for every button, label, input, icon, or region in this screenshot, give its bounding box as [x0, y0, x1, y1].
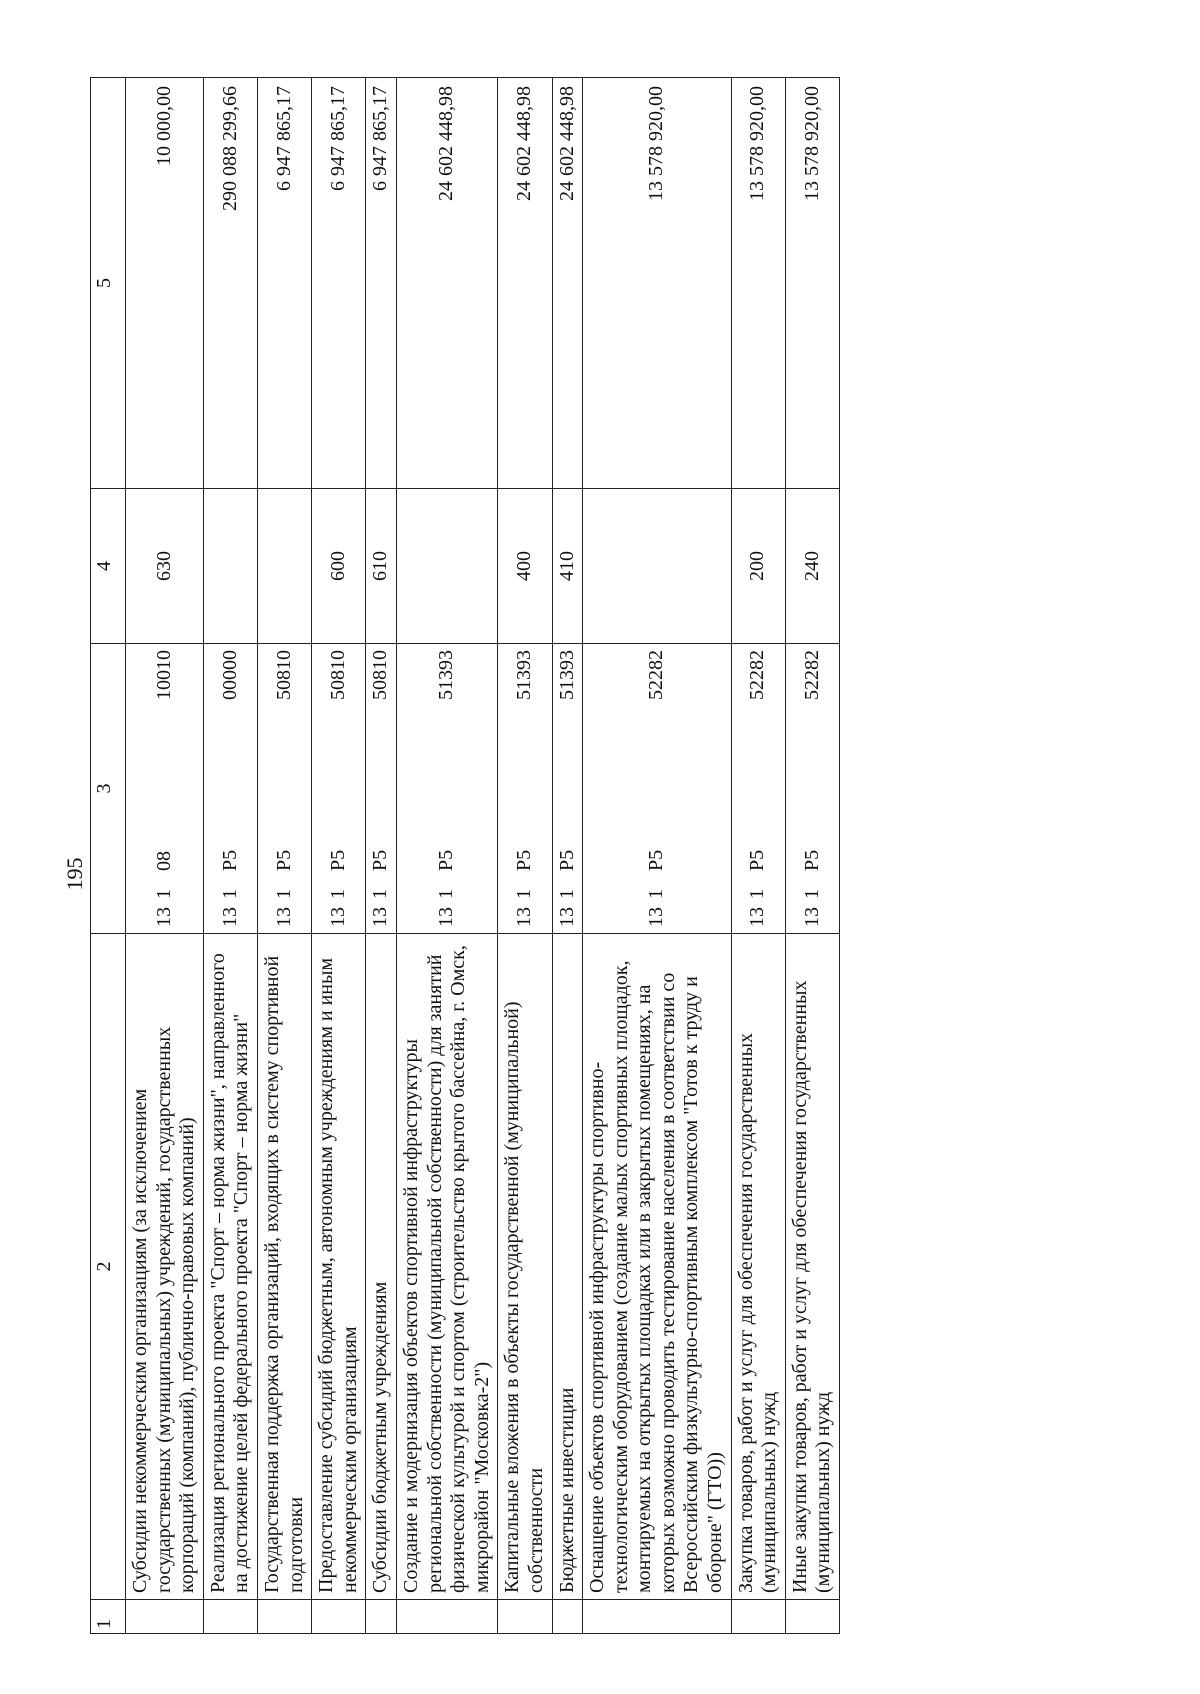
row-description: Реализация регионального проекта "Спорт – норма жизни", направленного на достижение целей федерального проекта "Спорт – норма жизни" [203, 934, 257, 1600]
row-number-cell [203, 1600, 257, 1634]
row-amount: 6 947 865,17 [257, 78, 311, 489]
row-number-cell [552, 1600, 583, 1634]
table-row [731, 78, 785, 1634]
code-part-b: 1 [326, 889, 349, 899]
table-row [583, 78, 732, 1634]
code-part-a: 13 [326, 907, 349, 927]
code-part-b: 1 [435, 889, 458, 899]
code-part-d: 10010 [152, 650, 175, 700]
header-col-5: 5 [91, 78, 126, 489]
row-amount: 24 602 448,98 [552, 78, 583, 489]
code-part-d: 52282 [645, 650, 668, 700]
row-code [257, 644, 311, 934]
code-part-c: Р5 [218, 849, 241, 871]
code-part-d: 51393 [555, 650, 578, 700]
row-code [583, 644, 732, 934]
table-row [366, 78, 397, 1634]
code-part-a: 13 [435, 907, 458, 927]
code-part-c: Р5 [435, 849, 458, 871]
row-expense-type: 600 [312, 489, 366, 644]
row-number-cell [498, 1600, 552, 1634]
table-row [498, 78, 552, 1634]
code-part-a: 13 [746, 907, 769, 927]
row-code [785, 644, 839, 934]
row-expense-type: 410 [552, 489, 583, 644]
row-amount: 6 947 865,17 [312, 78, 366, 489]
code-part-a: 13 [555, 907, 578, 927]
row-description: Субсидии некоммерческим организациям (за исключением государственных (муниципальных) учреждений, государственных корпораций (компаний), публично-правовых компаний) [126, 934, 204, 1600]
table-row [396, 78, 497, 1634]
row-amount: 24 602 448,98 [498, 78, 552, 489]
code-part-d: 52282 [800, 650, 823, 700]
row-number-cell [366, 1600, 397, 1634]
row-number-cell [126, 1600, 204, 1634]
row-number-cell [785, 1600, 839, 1634]
code-part-a: 13 [369, 907, 392, 927]
row-expense-type [203, 489, 257, 644]
code-part-d: 00000 [218, 650, 241, 700]
row-amount: 13 578 920,00 [583, 78, 732, 489]
code-part-b: 1 [645, 889, 668, 899]
row-amount: 13 578 920,00 [785, 78, 839, 489]
code-part-c: Р5 [555, 849, 578, 871]
code-part-c: Р5 [272, 849, 295, 871]
code-part-c: Р5 [326, 849, 349, 871]
code-part-d: 51393 [435, 650, 458, 700]
table-row [203, 78, 257, 1634]
code-part-b: 1 [800, 889, 823, 899]
row-description: Государственная поддержка организаций, входящих в систему спортивной подготовки [257, 934, 311, 1600]
row-amount: 290 088 299,66 [203, 78, 257, 489]
row-expense-type: 240 [785, 489, 839, 644]
code-part-a: 13 [272, 907, 295, 927]
row-code [396, 644, 497, 934]
code-part-c: Р5 [369, 849, 392, 871]
table-body [126, 78, 840, 1634]
code-part-c: Р5 [800, 849, 823, 871]
row-description: Бюджетные инвестиции [552, 934, 583, 1600]
table-row [552, 78, 583, 1634]
row-description: Закупка товаров, работ и услуг для обеспечения государственных (муниципальных) нужд [731, 934, 785, 1600]
table-header [91, 78, 126, 1634]
code-part-d: 50810 [272, 650, 295, 700]
header-col-3: 3 [91, 644, 126, 934]
row-code [552, 644, 583, 934]
header-col-2: 2 [91, 934, 126, 1600]
code-part-a: 13 [218, 907, 241, 927]
code-part-b: 1 [513, 889, 536, 899]
header-col-4: 4 [91, 489, 126, 644]
code-part-c: 08 [152, 851, 175, 871]
page-number: 195 [62, 857, 87, 891]
row-expense-type: 400 [498, 489, 552, 644]
table-row [312, 78, 366, 1634]
row-amount: 13 578 920,00 [731, 78, 785, 489]
code-part-b: 1 [746, 889, 769, 899]
code-part-d: 50810 [326, 650, 349, 700]
row-expense-type [396, 489, 497, 644]
row-description: Предоставление субсидий бюджетным, автономным учреждениям и иным некоммерческим организациям [312, 934, 366, 1600]
code-part-c: Р5 [645, 849, 668, 871]
budget-table [90, 77, 840, 1634]
code-part-b: 1 [152, 889, 175, 899]
row-amount: 10 000,00 [126, 78, 204, 489]
code-part-a: 13 [645, 907, 668, 927]
code-part-d: 52282 [746, 650, 769, 700]
row-description: Субсидии бюджетным учреждениям [366, 934, 397, 1600]
code-part-a: 13 [800, 907, 823, 927]
row-code [366, 644, 397, 934]
table-row [257, 78, 311, 1634]
row-number-cell [731, 1600, 785, 1634]
row-number-cell [257, 1600, 311, 1634]
row-code [731, 644, 785, 934]
table-row [126, 78, 204, 1634]
code-part-c: Р5 [746, 849, 769, 871]
row-number-cell [583, 1600, 732, 1634]
header-row [91, 78, 126, 1634]
row-expense-type: 610 [366, 489, 397, 644]
row-description: Капитальные вложения в объекты государственной (муниципальной) собственности [498, 934, 552, 1600]
row-description: Иные закупки товаров, работ и услуг для обеспечения государственных (муниципальных) нужд [785, 934, 839, 1600]
row-description: Оснащение объектов спортивной инфраструктуры спортивно-технологическим оборудованием (создание малых спортивных площадок, монтируемых на открытых площадках или в закрытых помещениях, на которых возможно проводить тестирование населения в соответствии со Всероссийским физкультурно-спортивным комплексом "Готов к труду и обороне" (ГТО)) [583, 934, 732, 1600]
table-row [785, 78, 839, 1634]
row-expense-type [257, 489, 311, 644]
row-code [203, 644, 257, 934]
code-part-d: 50810 [369, 650, 392, 700]
code-part-d: 51393 [513, 650, 536, 700]
row-number-cell [396, 1600, 497, 1634]
row-expense-type: 200 [731, 489, 785, 644]
row-number-cell [312, 1600, 366, 1634]
code-part-b: 1 [369, 889, 392, 899]
row-amount: 6 947 865,17 [366, 78, 397, 489]
row-expense-type [583, 489, 732, 644]
code-part-a: 13 [513, 907, 536, 927]
row-description: Создание и модернизация объектов спортивной инфраструктуры региональной собственности (муниципальной собственности) для занятий физической культурой и спортом (строительство крытого бассейна, г. Омск, микрорайон "Московка-2") [396, 934, 497, 1600]
header-col-1: 1 [91, 1600, 126, 1634]
code-part-b: 1 [272, 889, 295, 899]
row-code [126, 644, 204, 934]
row-code [498, 644, 552, 934]
row-expense-type: 630 [126, 489, 204, 644]
code-part-c: Р5 [513, 849, 536, 871]
row-code [312, 644, 366, 934]
code-part-a: 13 [152, 907, 175, 927]
code-part-b: 1 [555, 889, 578, 899]
code-part-b: 1 [218, 889, 241, 899]
row-amount: 24 602 448,98 [396, 78, 497, 489]
